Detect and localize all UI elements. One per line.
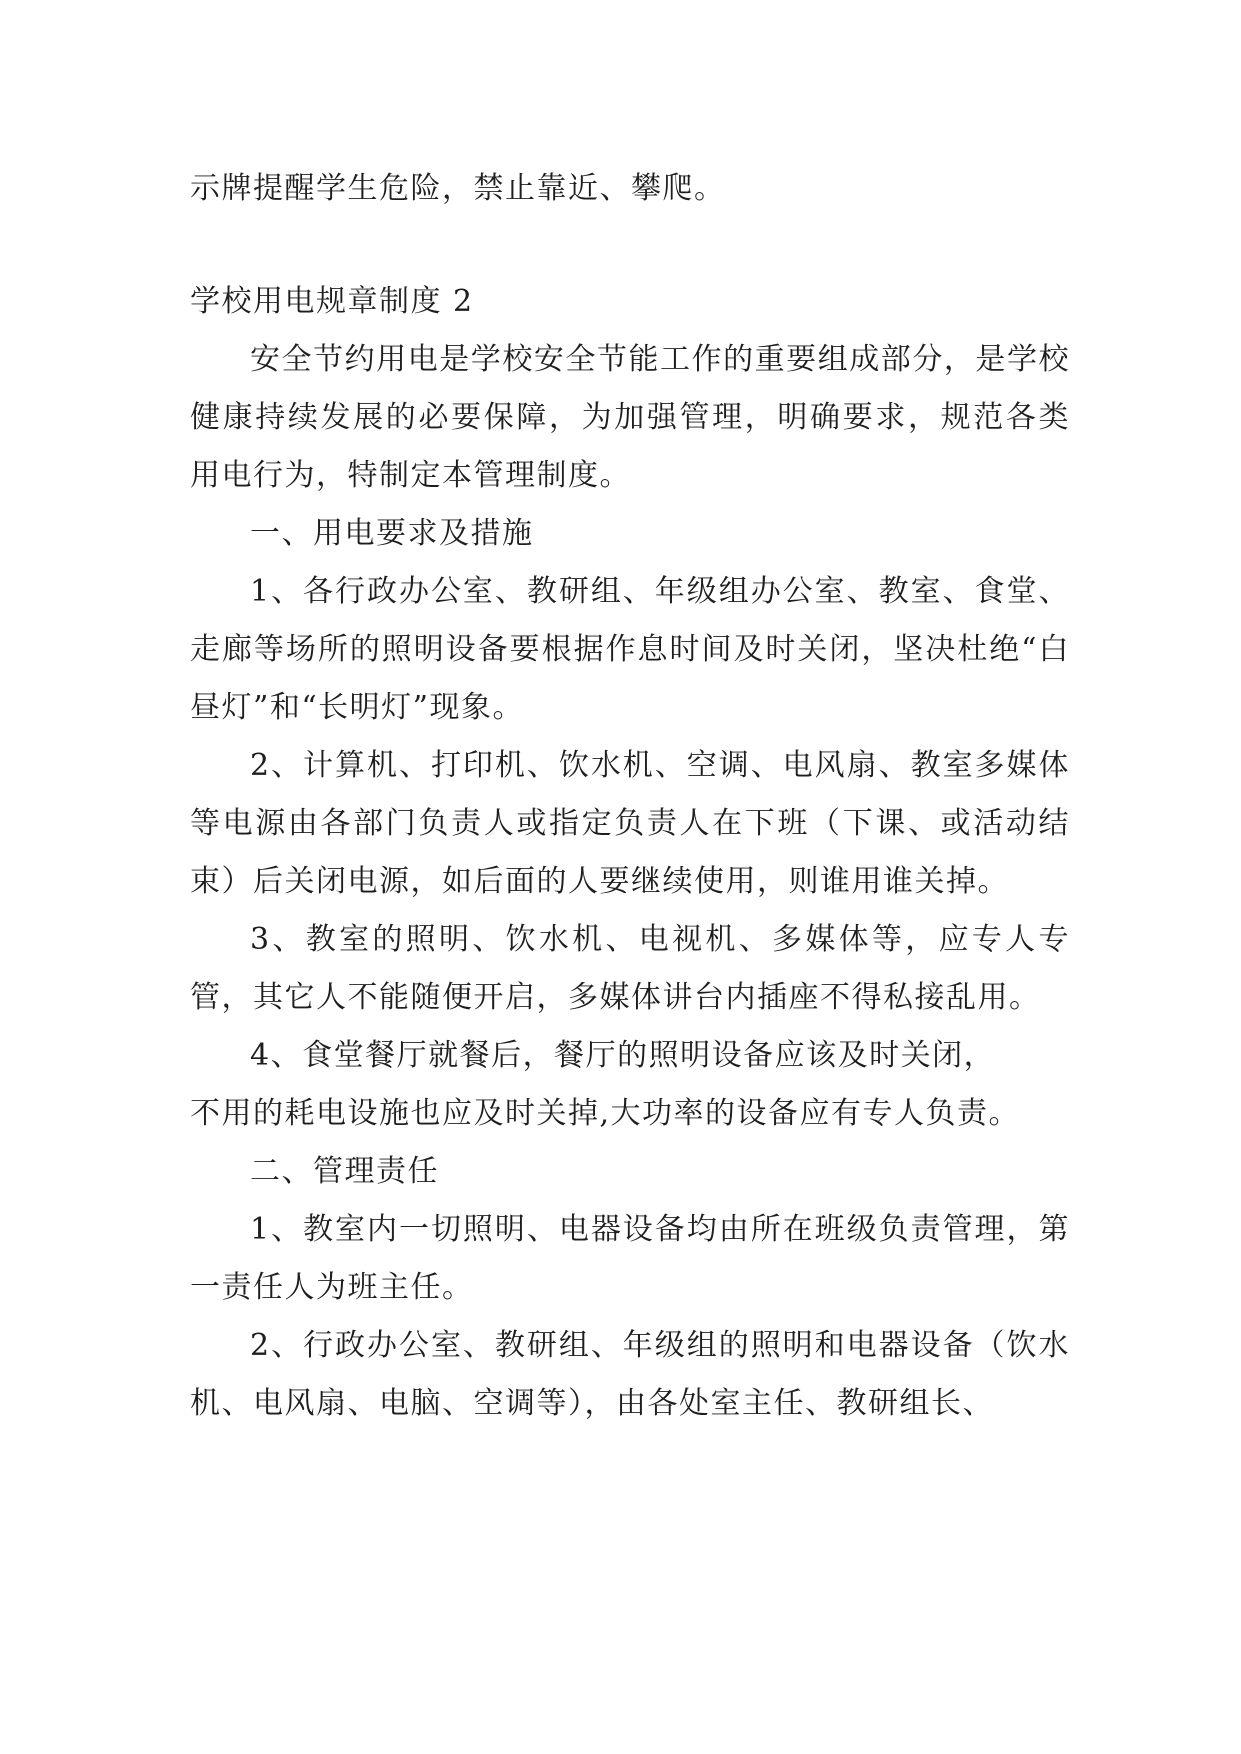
paragraph-intro: 安全节约用电是学校安全节能工作的重要组成部分，是学校健康持续发展的必要保障，为加强管理，明确要求，规范各类用电行为，特制定本管理制度。 [190, 342, 1070, 493]
paragraph-item-3: 3、教室的照明、饮水机、电视机、多媒体等，应专人专管，其它人不能随便开启，多媒体讲台内插座不得私接乱用。 [190, 922, 1070, 1015]
lead-fragment: 示牌提醒学生危险，禁止靠近、攀爬。 [190, 171, 726, 206]
paragraph-item-2: 2、计算机、打印机、饮水机、空调、电风扇、教室多媒体等电源由各部门负责人或指定负责人在下班（下课、或活动结束）后关闭电源，如后面的人要继续使用，则谁用谁关掉。 [190, 748, 1070, 899]
paragraph-responsibility-2: 2、行政办公室、教研组、年级组的照明和电器设备（饮水机、电风扇、电脑、空调等），由各处室主任、教研组长、 [190, 1328, 1070, 1421]
subheading-requirements: 一、用电要求及措施 [250, 516, 534, 551]
paragraph-item-1: 1、各行政办公室、教研组、年级组办公室、教室、食堂、走廊等场所的照明设备要根据作息时间及时关闭，坚决杜绝“白昼灯”和“长明灯”现象。 [190, 574, 1070, 725]
paragraph-item-4-continued: 不用的耗电设施也应及时关掉,大功率的设备应有专人负责。 [190, 1096, 1021, 1131]
section-title: 学校用电规章制度 2 [190, 284, 474, 319]
paragraph-responsibility-1: 1、教室内一切照明、电器设备均由所在班级负责管理，第一责任人为班主任。 [190, 1212, 1070, 1305]
subheading-responsibility: 二、管理责任 [250, 1154, 439, 1189]
paragraph-item-4: 4、食堂餐厅就餐后，餐厅的照明设备应该及时关闭， [250, 1038, 996, 1073]
document-body [190, 160, 1070, 1433]
